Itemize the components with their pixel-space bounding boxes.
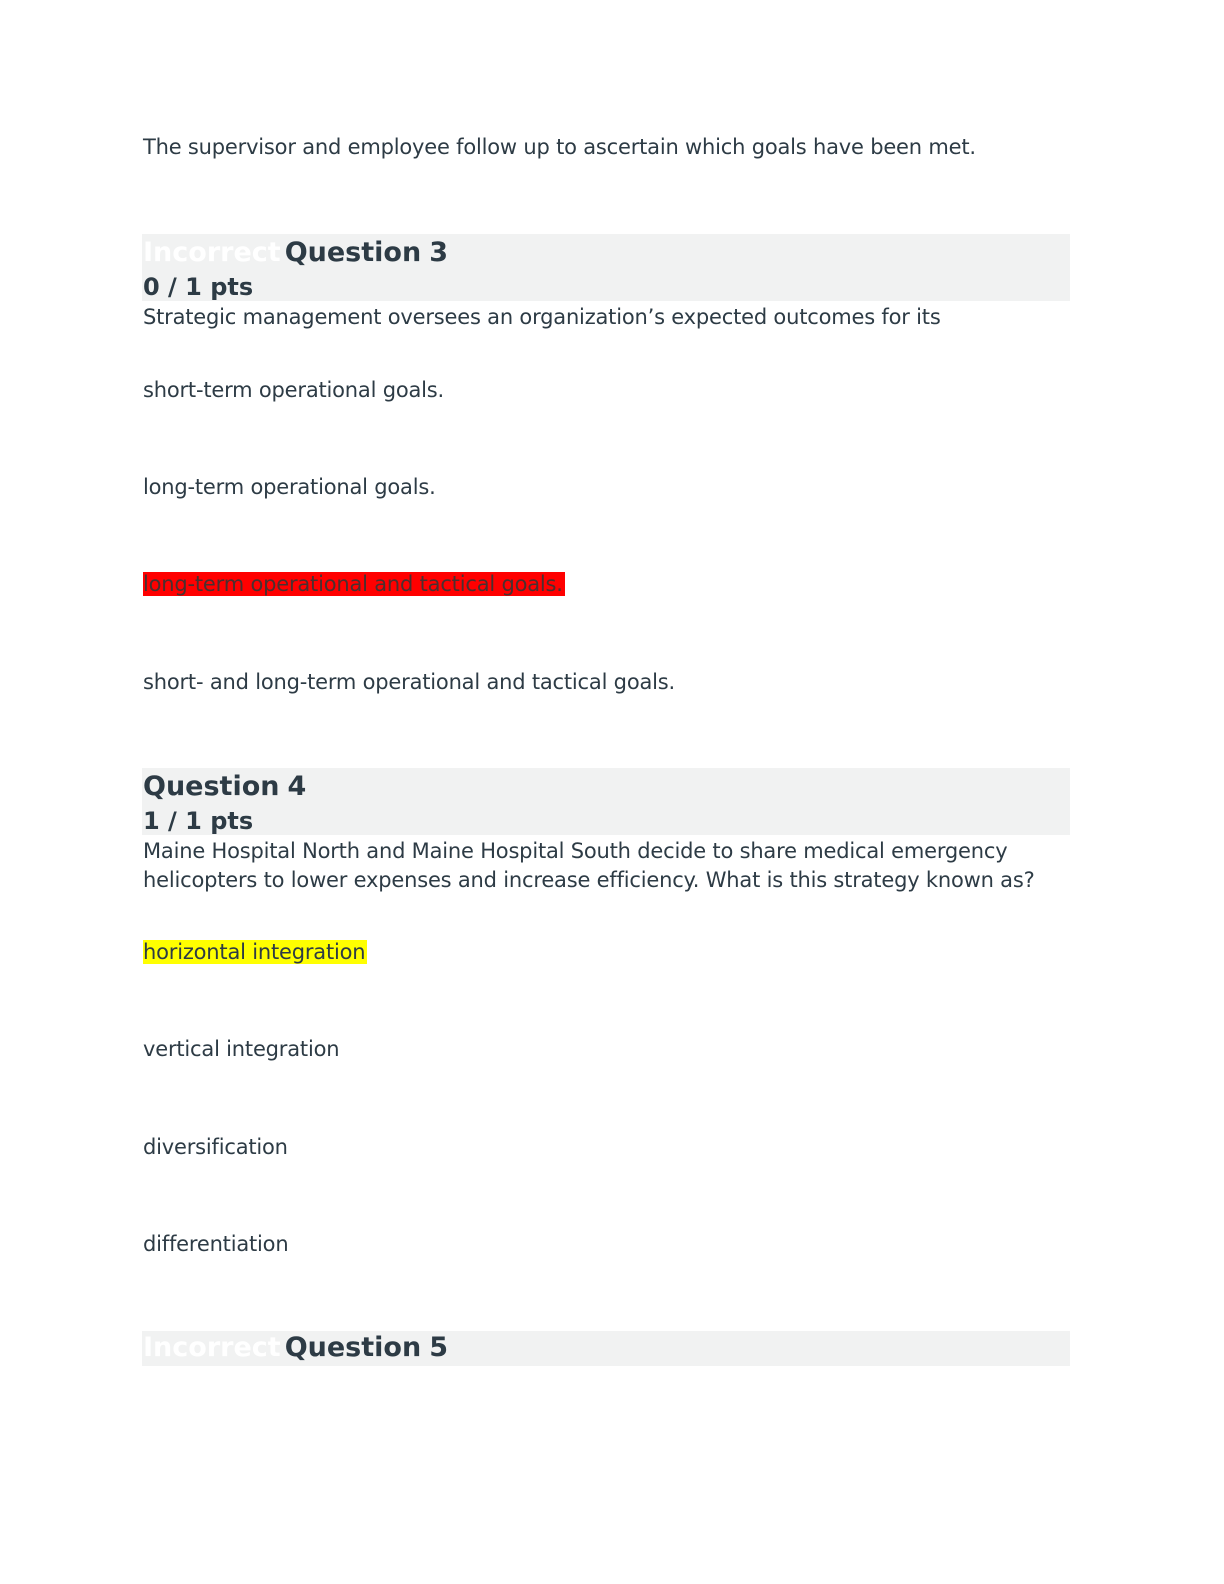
incorrect-answer-highlight: long-term operational and tactical goals. <box>143 572 563 596</box>
question-number: 3 <box>429 237 448 268</box>
question-5-header <box>142 1331 1070 1366</box>
question-3-header <box>142 234 1070 301</box>
question-4-points: 1 / 1 pts <box>143 807 254 835</box>
answer-option: differentiation <box>143 1232 289 1256</box>
answer-option: short-term operational goals. <box>143 378 444 402</box>
question-label: Question <box>284 1332 422 1363</box>
question-4-title <box>143 770 306 804</box>
question-5-title <box>143 1331 448 1365</box>
answer-option: diversification <box>143 1135 288 1159</box>
answer-option: vertical integration <box>143 1037 340 1061</box>
question-3-points: 0 / 1 pts <box>143 273 254 301</box>
incorrect-label: Incorrect <box>143 237 281 268</box>
question-label: Question <box>284 237 422 268</box>
question-number: 4 <box>287 771 307 802</box>
question-4-prompt-line-1: Maine Hospital North and Maine Hospital South decide to share medical emergency <box>143 839 1008 863</box>
question-4-header <box>142 768 1070 835</box>
correct-answer-highlight: horizontal integration <box>143 940 366 964</box>
question-label: Question <box>143 771 280 802</box>
answer-option: short- and long-term operational and tactical goals. <box>143 670 675 694</box>
question-3-title <box>143 236 448 270</box>
incorrect-label: Incorrect <box>143 1332 281 1363</box>
question-number: 5 <box>429 1332 448 1363</box>
answer-option-selected-correct <box>143 938 367 967</box>
previous-answer-text: The supervisor and employee follow up to ascertain which goals have been met. <box>143 135 976 159</box>
question-4-prompt-line-2: helicopters to lower expenses and increase efficiency. What is this strategy known as? <box>143 868 1035 892</box>
question-3-prompt: Strategic management oversees an organization’s expected outcomes for its <box>143 305 941 329</box>
answer-option-selected-incorrect <box>143 570 565 599</box>
answer-option: long-term operational goals. <box>143 475 436 499</box>
